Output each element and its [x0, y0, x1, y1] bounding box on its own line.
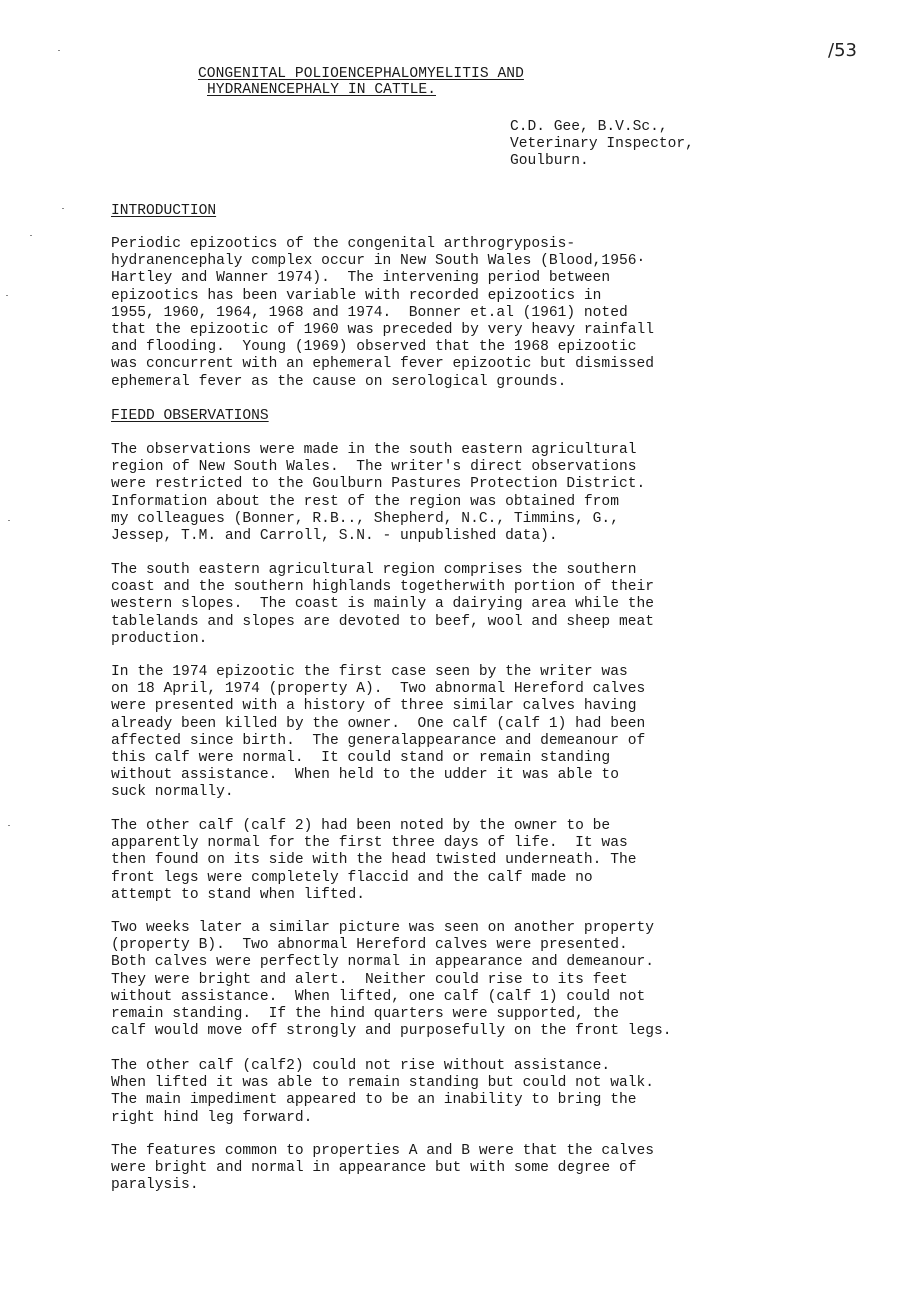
text-line: was concurrent with an ephemeral fever epizootic but dismissed — [111, 356, 654, 373]
text-line: Information about the rest of the region was obtained from — [111, 493, 619, 510]
text-line: production. — [111, 630, 208, 647]
text-line: front legs were completely flaccid and the calf made no — [111, 869, 593, 886]
text-line: Both calves were perfectly normal in appearance and demeanour. — [111, 954, 654, 971]
text-line: The other calf (calf 2) had been noted by the owner to be — [111, 818, 611, 834]
author-position: Veterinary Inspector, — [510, 136, 694, 152]
text-line: were restricted to the Goulburn Pastures Protection District. — [111, 476, 646, 493]
text-line: The other calf (calf2) could not rise without assistance. — [111, 1058, 611, 1074]
text-line: suck normally. — [111, 784, 234, 801]
scan-speck — [58, 50, 60, 51]
text-line: without assistance. When held to the udder it was able to — [111, 767, 619, 784]
text-line: Two weeks later a similar picture was seen on another property — [111, 920, 654, 936]
paragraph — [111, 1058, 654, 1127]
text-line: Jessep, T.M. and Carroll, S.N. - unpublished data). — [111, 528, 558, 545]
document-title — [198, 66, 524, 98]
text-line: were bright and normal in appearance but with some degree of — [111, 1160, 637, 1177]
scan-speck — [30, 235, 32, 236]
text-line: western slopes. The coast is mainly a dairying area while the — [111, 596, 654, 613]
paragraph — [111, 236, 654, 391]
text-line: paralysis. — [111, 1177, 199, 1194]
scan-speck — [62, 208, 64, 209]
text-line: right hind leg forward. — [111, 1109, 313, 1126]
paragraph — [111, 664, 645, 802]
paragraph — [111, 1143, 654, 1195]
text-line: Hartley and Wanner 1974). The intervening period between — [111, 270, 611, 287]
author-location: Goulburn. — [510, 153, 589, 169]
text-line: already been killed by the owner. One calf (calf 1) had been — [111, 715, 646, 732]
title-line: CONGENITAL POLIOENCEPHALOMYELITIS AND — [198, 66, 524, 82]
text-line: tablelands and slopes are devoted to beef, wool and sheep meat — [111, 613, 654, 630]
text-line: hydranencephaly complex occur in New South Wales (Blood,1956· — [111, 253, 646, 270]
text-line: The south eastern agricultural region comprises the southern — [111, 562, 637, 578]
paragraph — [111, 442, 645, 545]
section-heading-introduction: INTRODUCTION — [111, 203, 217, 219]
text-line: on 18 April, 1974 (property A). Two abnormal Hereford calves — [111, 681, 646, 698]
scan-speck — [8, 825, 10, 826]
text-line: then found on its side with the head twisted underneath. The — [111, 852, 637, 869]
paragraph — [111, 920, 672, 1040]
author-block — [510, 119, 694, 170]
author-name: C.D. Gee, B.V.Sc., — [510, 119, 668, 135]
text-line: attempt to stand when lifted. — [111, 886, 365, 903]
text-line: were presented with a history of three similar calves having — [111, 698, 637, 715]
text-line: coast and the southern highlands togetherwith portion of their — [111, 579, 654, 596]
page-number: /53 — [828, 40, 857, 61]
text-line: and flooding. Young (1969) observed that the 1968 epizootic — [111, 339, 637, 356]
text-line: region of New South Wales. The writer's direct observations — [111, 459, 637, 476]
text-line: 1955, 1960, 1964, 1968 and 1974. Bonner et.al (1961) noted — [111, 304, 628, 321]
text-line: The features common to properties A and B were that the calves — [111, 1143, 654, 1159]
text-line: without assistance. When lifted, one calf (calf 1) could not — [111, 988, 646, 1005]
paragraph — [111, 562, 654, 648]
text-line: affected since birth. The generalappearance and demeanour of — [111, 732, 646, 749]
text-line: ephemeral fever as the cause on serological grounds. — [111, 373, 567, 390]
text-line: that the epizootic of 1960 was preceded by very heavy rainfall — [111, 322, 654, 339]
text-line: In the 1974 epizootic the first case seen by the writer was — [111, 664, 628, 680]
section-heading-field-observations: FIEDD OBSERVATIONS — [111, 408, 269, 424]
text-line: They were bright and alert. Neither could rise to its feet — [111, 971, 628, 988]
text-line: epizootics has been variable with recorded epizootics in — [111, 287, 602, 304]
text-line: apparently normal for the first three days of life. It was — [111, 835, 628, 852]
text-line: remain standing. If the hind quarters were supported, the — [111, 1006, 619, 1023]
text-line: (property B). Two abnormal Hereford calves were presented. — [111, 937, 628, 954]
paragraph — [111, 818, 636, 904]
scan-speck — [8, 520, 10, 521]
scan-speck — [6, 295, 8, 296]
text-line: The observations were made in the south eastern agricultural — [111, 442, 637, 458]
title-line: HYDRANENCEPHALY IN CATTLE. — [207, 82, 436, 98]
text-line: Periodic epizootics of the congenital arthrogryposis- — [111, 236, 576, 252]
text-line: When lifted it was able to remain standing but could not walk. — [111, 1075, 654, 1092]
text-line: my colleagues (Bonner, R.B.., Shepherd, N.C., Timmins, G., — [111, 510, 619, 527]
text-line: calf would move off strongly and purposefully on the front legs. — [111, 1023, 672, 1040]
text-line: The main impediment appeared to be an inability to bring the — [111, 1092, 637, 1109]
text-line: this calf were normal. It could stand or remain standing — [111, 750, 611, 767]
